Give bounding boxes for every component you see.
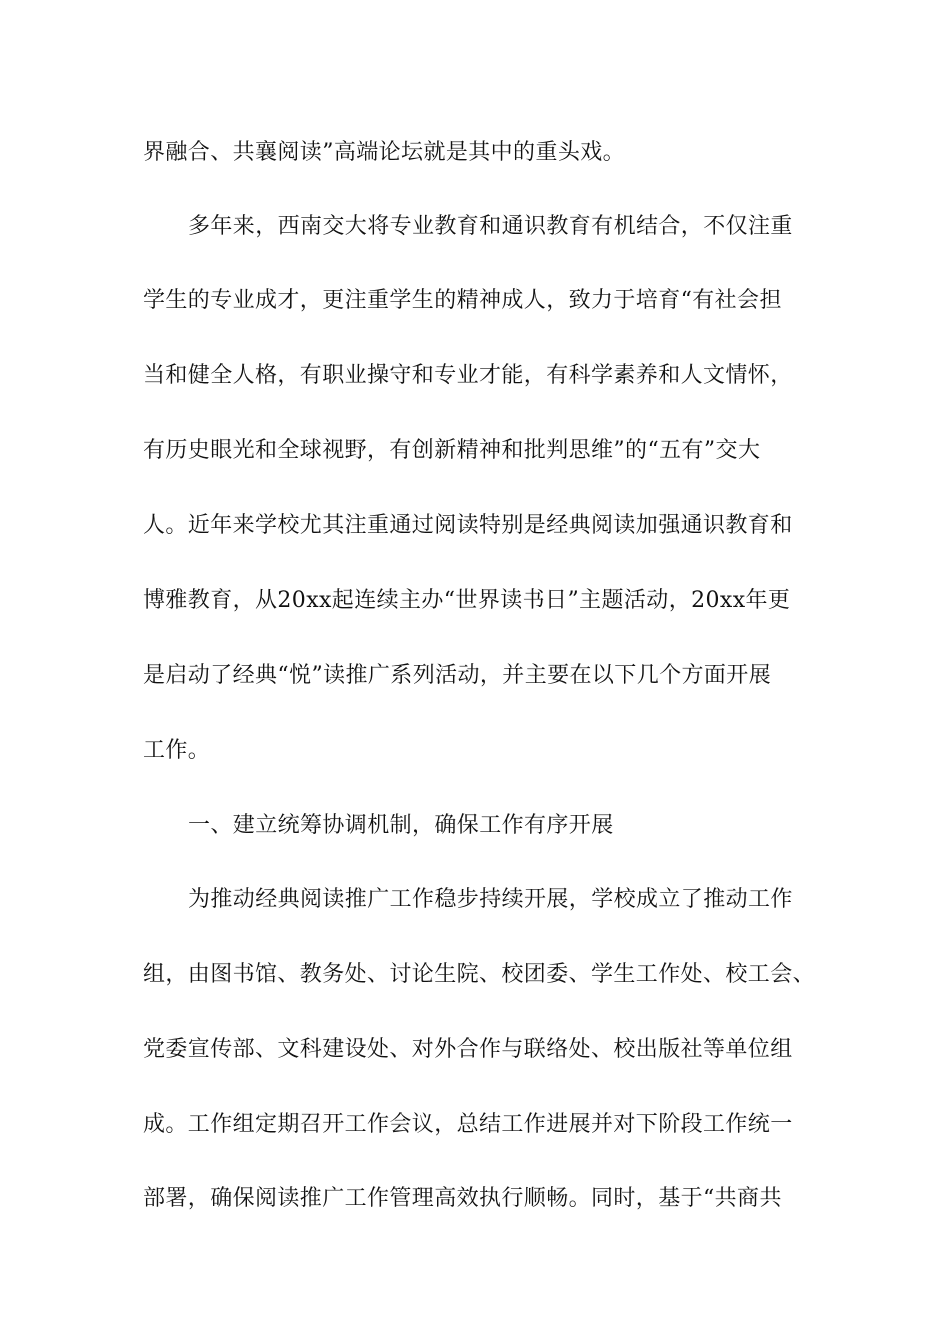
paragraph-start-line: 多年来，西南交大将专业教育和通识教育有机结合，不仅注重 — [188, 214, 793, 239]
text-line: 界融合、共襄阅读”高端论坛就是其中的重头戏。 — [143, 140, 626, 165]
text-line: 有历史眼光和全球视野，有创新精神和批判思维”的“五有”交大 — [143, 438, 761, 463]
text-line: 部署，确保阅读推广工作管理高效执行顺畅。同时，基于“共商共 — [143, 1186, 782, 1211]
text-line: 工作。 — [143, 738, 211, 763]
text-line: 学生的专业成才，更注重学生的精神成人，致力于培育“有社会担 — [143, 288, 782, 313]
text-line: 人。近年来学校尤其注重通过阅读特别是经典阅读加强通识教育和 — [143, 513, 793, 538]
text-line: 是启动了经典“悦”读推广系列活动，并主要在以下几个方面开展 — [143, 663, 772, 688]
text-line: 当和健全人格，有职业操守和专业才能，有科学素养和人文情怀， — [143, 363, 793, 388]
text-line: 组，由图书馆、教务处、讨论生院、校团委、学生工作处、校工会、 — [143, 962, 816, 987]
section-heading: 一、建立统筹协调机制，确保工作有序开展 — [188, 813, 614, 838]
text-line: 成。工作组定期召开工作会议，总结工作进展并对下阶段工作统一 — [143, 1112, 793, 1137]
text-line: 博雅教育，从20xx起连续主办“世界读书日”主题活动，20xx年更 — [143, 588, 791, 613]
paragraph-start-line: 为推动经典阅读推广工作稳步持续开展，学校成立了推动工作 — [188, 887, 793, 912]
text-line: 党委宣传部、文科建设处、对外合作与联络处、校出版社等单位组 — [143, 1037, 793, 1062]
